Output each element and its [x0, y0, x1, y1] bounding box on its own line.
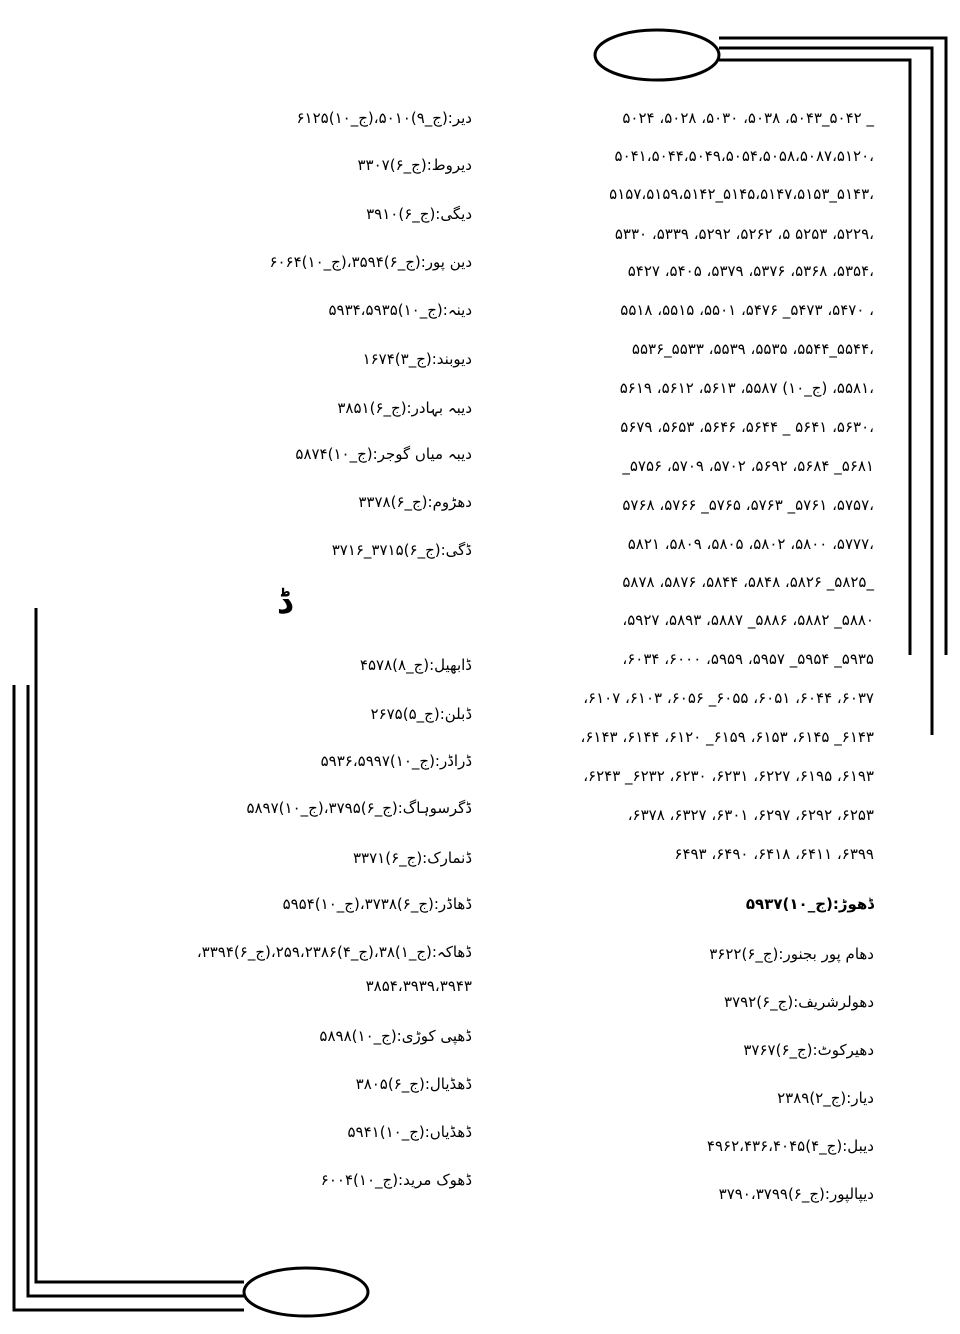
index-entry: ڈراڈر:(ج_۱۰)۵۹۳۶،۵۹۹۷ — [320, 752, 472, 770]
index-entry: ڈابھیل:(ج_۸)۴۵۷۸ — [359, 656, 472, 674]
index-entry: دیپالپور:(ج_۶)۳۷۹۰،۳۷۹۹ — [718, 1185, 874, 1203]
index-entry: ڈھپی کوڑی:(ج_۱۰)۵۸۹۸ — [319, 1027, 472, 1045]
number-line: _ ۵۰۴۲_۵۰۴۳، ۵۰۳۸، ۵۰۳۰، ۵۰۲۸، ۵۰۲۴ — [622, 109, 874, 127]
left-column — [52, 108, 472, 1208]
index-entry: دین پور:(ج_۶)۳۵۹۴،(ج_۱۰)۶۰۶۴ — [269, 253, 472, 271]
index-entry-continuation: ۳۸۵۴،۳۹۳۹،۳۹۴۳ — [365, 977, 472, 995]
number-line: ، ۵۴۷۰، ۵۴۷۳_ ۵۴۷۶، ۵۵۰۱، ۵۵۱۵، ۵۵۱۸ — [620, 301, 874, 319]
index-entry: دیبہ میاں گوجر:(ج_۱۰)۵۸۷۴ — [295, 445, 472, 463]
number-line: ،۵۵۸۱، (ج_۱۰) ۵۵۸۷، ۵۶۱۳، ۵۶۱۲، ۵۶۱۹ — [619, 379, 874, 397]
number-line: ۵۹۳۵_ ۵۹۵۴_ ۵۹۵۷، ۵۹۵۹، ۶۰۰۰، ۶۰۳۴، — [622, 650, 874, 668]
index-entry: ڈھوک مرید:(ج_۱۰)۶۰۰۴ — [320, 1171, 472, 1189]
index-entry: دیگی:(ج_۶)۳۹۱۰ — [366, 205, 472, 223]
index-entry: دینہ:(ج_۱۰)۵۹۳۴،۵۹۳۵ — [328, 301, 472, 319]
number-line: ۵۶۸۱_ ۵۶۸۴، ۵۶۹۲، ۵۷۰۲، ۵۷۰۹، ۵۷۵۶_ — [622, 457, 874, 475]
index-entry: ڈھڈیال:(ج_۶)۳۸۰۵ — [355, 1075, 472, 1093]
number-line: ،۵۱۴۳_۵۱۴۵،۵۱۴۷،۵۱۵۳_۵۱۵۷،۵۱۵۹،۵۱۴۲ — [609, 185, 874, 203]
number-line: ۶۱۹۳، ۶۱۹۵، ۶۲۲۷، ۶۲۳۱، ۶۲۳۰، ۶۲۳۲_ ۶۲۴۳، — [583, 767, 874, 785]
number-line: ،۵۵۴۴_۵۵۴۴، ۵۵۳۵، ۵۵۳۹، ۵۵۳۳_۵۵۳۶ — [631, 340, 874, 358]
number-line: ،۵۷۵۷، ۵۷۶۱_ ۵۷۶۳، ۵۷۶۵_ ۵۷۶۶، ۵۷۶۸ — [622, 496, 874, 514]
number-line: ،۵۷۷۷، ۵۸۰۰، ۵۸۰۲، ۵۸۰۵، ۵۸۰۹، ۵۸۲۱ — [627, 535, 874, 553]
section-heading: ڈ — [276, 582, 292, 622]
index-entry: دیبہ بہادر:(ج_۶)۳۸۵۱ — [337, 399, 472, 417]
index-entry: دیار:(ج_۲)۲۳۸۹ — [777, 1089, 874, 1107]
index-entry: دھڑوم:(ج_۶)۳۳۷۸ — [358, 493, 472, 511]
index-entry: ڈھوڑ:(ج_۱۰)۵۹۳۷ — [745, 895, 874, 913]
number-line: ،۵۳۵۴، ۵۳۶۸، ۵۳۷۶، ۵۳۷۹، ۵۴۰۵، ۵۴۲۷ — [627, 262, 874, 280]
number-line: ۶۰۳۷، ۶۰۴۴، ۶۰۵۱، ۶۰۵۵_ ۶۰۵۶، ۶۱۰۳، ۶۱۰۷، — [583, 689, 874, 707]
number-line: ۶۱۴۳_ ۶۱۴۵، ۶۱۵۳، ۶۱۵۹_ ۶۱۲۰، ۶۱۴۴، ۶۱۴۳، — [580, 728, 874, 746]
index-entry: دھولرشریف:(ج_۶)۳۷۹۲ — [724, 993, 874, 1011]
index-entry: ڈگی:(ج_۶)۳۷۱۵_۳۷۱۶ — [331, 541, 472, 559]
number-line: ،۵۲۲۹، ۵۲۵۳ ۵، ۵۲۶۲، ۵۲۹۲، ۵۳۳۹، ۵۳۳۰ — [614, 225, 874, 243]
number-line: ،۵۰۴۱،۵۰۴۴،۵۰۴۹،۵۰۵۴،۵۰۵۸،۵۰۸۷،۵۱۲۰ — [614, 147, 874, 165]
number-line: ۶۲۵۳، ۶۲۹۲، ۶۲۹۷، ۶۳۰۱، ۶۳۲۷، ۶۳۷۸، — [627, 806, 874, 824]
index-entry: ڈگرسوہاگ:(ج_۶)۳۷۹۵،(ج_۱۰)۵۸۹۷ — [246, 799, 472, 817]
number-line: ۶۳۹۹، ۶۴۱۱، ۶۴۱۸، ۶۴۹۰، ۶۴۹۳ — [674, 845, 874, 863]
index-entry: دیر:(ج_۹)۵۰۱۰،(ج_۱۰)۶۱۲۵ — [296, 109, 472, 127]
right-column — [494, 108, 874, 1208]
index-entry: ڈھاڈر:(ج_۶)۳۷۳۸،(ج_۱۰)۵۹۵۴ — [282, 895, 472, 913]
index-entry: دھام پور بجنور:(ج_۶)۳۶۲۲ — [709, 945, 874, 963]
number-line: _۵۸۲۵_ ۵۸۲۶، ۵۸۴۸، ۵۸۴۴، ۵۸۷۶، ۵۸۷۸ — [622, 573, 874, 591]
index-entry: ڈبلن:(ج_۵)۲۶۷۵ — [370, 705, 472, 723]
index-entry: دیبل:(ج_۴)۴۹۶۲،۴۳۶،۴۰۴۵ — [706, 1137, 874, 1155]
index-entry: دھیرکوٹ:(ج_۶)۳۷۶۷ — [743, 1041, 874, 1059]
number-line: ،۵۶۳۰، ۵۶۴۱ _ ۵۶۴۴، ۵۶۴۶، ۵۶۵۳، ۵۶۷۹ — [620, 418, 874, 436]
index-entry: ڈنمارک:(ج_۶)۳۳۷۱ — [352, 849, 472, 867]
index-entry: دیوبند:(ج_۳)۱۶۷۴ — [362, 350, 472, 368]
index-entry: ڈھاکہ:(ج_۱)۳۸،(ج_۴)۲۵۹،۲۳۸۶،(ج_۶)۳۳۹۴، — [196, 943, 472, 961]
number-line: ۵۸۸۰_ ۵۸۸۲، ۵۸۸۶_ ۵۸۸۷، ۵۸۹۳، ۵۹۲۷، — [622, 611, 874, 629]
index-entry: دیروط:(ج_۶)۳۳۰۷ — [357, 156, 472, 174]
index-entry: ڈھڈیاں:(ج_۱۰)۵۹۴۱ — [347, 1123, 472, 1141]
